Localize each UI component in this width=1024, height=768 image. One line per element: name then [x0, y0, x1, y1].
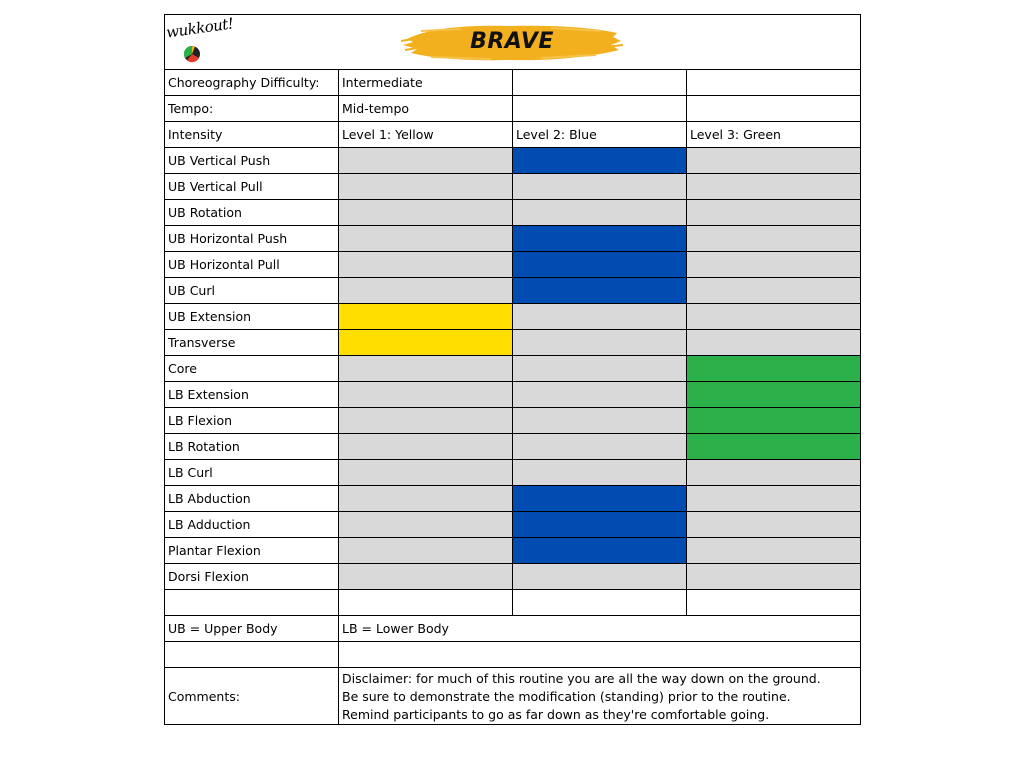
level-cell-blue: [513, 512, 687, 538]
level-cell-gray: [339, 174, 513, 200]
blank-cell: [165, 590, 339, 616]
blank-row: [165, 642, 861, 668]
level-cell-gray: [687, 226, 861, 252]
blank-cell: [687, 70, 861, 96]
level-cell-gray: [339, 512, 513, 538]
level-cell-gray: [339, 382, 513, 408]
movement-row: [165, 278, 861, 304]
blank-cell: [339, 642, 861, 668]
header-row: [165, 15, 861, 70]
movement-label: UB Extension: [165, 304, 339, 330]
movement-row: [165, 304, 861, 330]
movement-row: [165, 408, 861, 434]
level-cell-green: [687, 434, 861, 460]
comments-row: [165, 668, 861, 725]
level-cell-gray: [687, 460, 861, 486]
info-label: Tempo:: [165, 96, 339, 122]
header-cell: [165, 15, 861, 70]
level-cell-gray: [513, 330, 687, 356]
movement-row: [165, 512, 861, 538]
blank-cell: [687, 590, 861, 616]
level-cell-gray: [687, 564, 861, 590]
level-cell-blue: [513, 252, 687, 278]
info-value: Intermediate: [339, 70, 513, 96]
info-section: [165, 70, 861, 148]
movement-label: LB Flexion: [165, 408, 339, 434]
level-cell-gray: [339, 148, 513, 174]
intensity-row: [165, 122, 861, 148]
blank-row: [165, 590, 861, 616]
movement-label: Plantar Flexion: [165, 538, 339, 564]
movement-row: [165, 382, 861, 408]
movement-row: [165, 330, 861, 356]
movement-label: UB Horizontal Push: [165, 226, 339, 252]
routine-sheet: [164, 14, 860, 754]
level-cell-gray: [339, 408, 513, 434]
level-cell-green: [687, 356, 861, 382]
level-cell-gray: [513, 356, 687, 382]
level-cell-gray: [339, 486, 513, 512]
level-cell-gray: [513, 434, 687, 460]
level-cell-gray: [687, 330, 861, 356]
level-cell-gray: [687, 252, 861, 278]
level-cell-blue: [513, 278, 687, 304]
level-cell-gray: [687, 278, 861, 304]
movement-label: UB Vertical Pull: [165, 174, 339, 200]
level-cell-gray: [687, 148, 861, 174]
intensity-label: Intensity: [165, 122, 339, 148]
movement-label: UB Vertical Push: [165, 148, 339, 174]
level-cell-gray: [687, 200, 861, 226]
level-cell-gray: [687, 512, 861, 538]
level-cell-gray: [339, 226, 513, 252]
level-cell-gray: [339, 356, 513, 382]
level-cell-gray: [339, 564, 513, 590]
movement-label: Dorsi Flexion: [165, 564, 339, 590]
legend-lb: LB = Lower Body: [339, 616, 861, 642]
routine-table: [164, 14, 861, 725]
comment-line: Remind participants to go as far down as they're comfortable going.: [342, 707, 770, 722]
movement-row: [165, 148, 861, 174]
movement-row: [165, 200, 861, 226]
info-value: Mid-tempo: [339, 96, 513, 122]
movement-section: [165, 148, 861, 590]
movement-row: [165, 356, 861, 382]
level-cell-yellow: [339, 330, 513, 356]
level-cell-gray: [513, 174, 687, 200]
level-cell-gray: [339, 538, 513, 564]
page-title: BRAVE: [470, 29, 554, 54]
level-cell-gray: [339, 200, 513, 226]
blank-cell: [687, 96, 861, 122]
movement-row: [165, 460, 861, 486]
level-header: Level 3: Green: [687, 122, 861, 148]
movement-label: UB Curl: [165, 278, 339, 304]
movement-label: LB Extension: [165, 382, 339, 408]
comment-line: Be sure to demonstrate the modification (standing) prior to the routine.: [342, 689, 791, 704]
level-header: Level 2: Blue: [513, 122, 687, 148]
legend-row: [165, 616, 861, 642]
logo: wukkout!: [165, 14, 235, 42]
level-cell-gray: [687, 174, 861, 200]
level-cell-gray: [339, 252, 513, 278]
logo-ball-icon: [183, 45, 201, 63]
movement-label: LB Rotation: [165, 434, 339, 460]
blank-cell: [339, 590, 513, 616]
movement-label: LB Curl: [165, 460, 339, 486]
movement-label: UB Horizontal Pull: [165, 252, 339, 278]
title-banner: [401, 17, 623, 67]
comments-label: Comments:: [165, 668, 339, 725]
movement-label: UB Rotation: [165, 200, 339, 226]
level-cell-gray: [513, 304, 687, 330]
header-band: [165, 15, 860, 69]
level-cell-green: [687, 382, 861, 408]
comments-text: [339, 668, 861, 725]
movement-label: LB Adduction: [165, 512, 339, 538]
level-cell-blue: [513, 486, 687, 512]
info-label: Choreography Difficulty:: [165, 70, 339, 96]
blank-cell: [513, 70, 687, 96]
movement-label: LB Abduction: [165, 486, 339, 512]
movement-row: [165, 538, 861, 564]
movement-label: Transverse: [165, 330, 339, 356]
blank-cell: [513, 96, 687, 122]
movement-row: [165, 434, 861, 460]
blank-cell: [165, 642, 339, 668]
level-cell-blue: [513, 148, 687, 174]
level-cell-gray: [513, 200, 687, 226]
level-cell-gray: [687, 486, 861, 512]
level-cell-green: [687, 408, 861, 434]
level-header: Level 1: Yellow: [339, 122, 513, 148]
info-row: [165, 70, 861, 96]
level-cell-gray: [339, 434, 513, 460]
level-cell-blue: [513, 226, 687, 252]
level-cell-gray: [513, 460, 687, 486]
level-cell-gray: [513, 382, 687, 408]
level-cell-gray: [513, 564, 687, 590]
level-cell-gray: [687, 304, 861, 330]
movement-row: [165, 252, 861, 278]
movement-row: [165, 486, 861, 512]
blank-cell: [513, 590, 687, 616]
level-cell-blue: [513, 538, 687, 564]
movement-label: Core: [165, 356, 339, 382]
movement-row: [165, 174, 861, 200]
level-cell-gray: [339, 278, 513, 304]
level-cell-gray: [513, 408, 687, 434]
comment-line: Disclaimer: for much of this routine you are all the way down on the ground.: [342, 671, 821, 686]
level-cell-gray: [339, 460, 513, 486]
level-cell-yellow: [339, 304, 513, 330]
movement-row: [165, 564, 861, 590]
info-row: [165, 96, 861, 122]
legend-ub: UB = Upper Body: [165, 616, 339, 642]
movement-row: [165, 226, 861, 252]
level-cell-gray: [687, 538, 861, 564]
